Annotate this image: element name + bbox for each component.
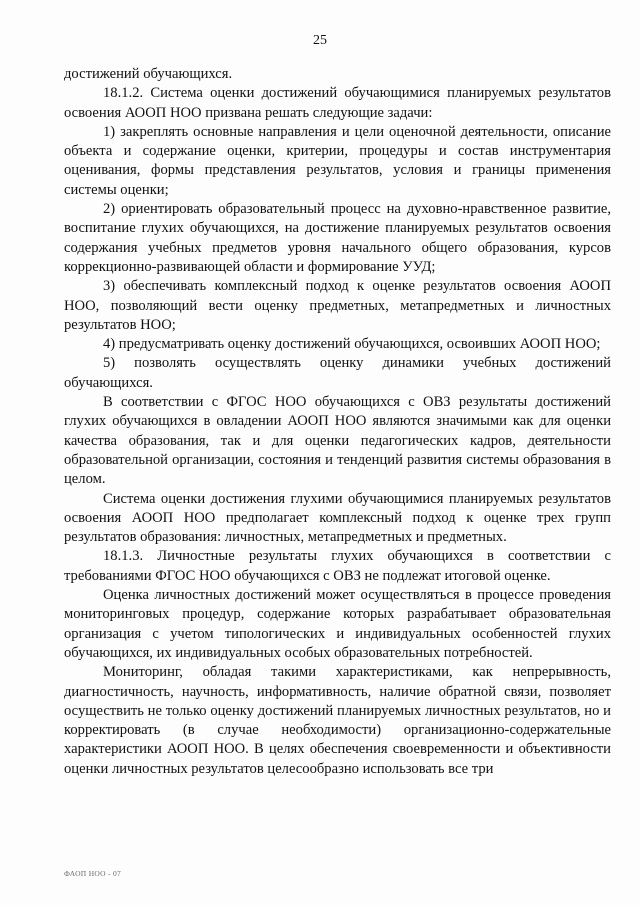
paragraph: 5) позволять осуществлять оценку динамики учебных достижений обучающихся. (64, 355, 611, 391)
paragraph: Мониторинг, обладая такими характеристиками, как непрерывность, диагностичность, научность, информативность, наличие обратной связи, позволяет осуществить не только оценку достижений планируемых личностных результатов, но и корректировать (в случае необходимости) организационно-содержательные характеристики АООП НОО. В целях обеспечения своевременности и объективности оценки личностных результатов целесообразно использовать все три (64, 664, 611, 777)
paragraph: 4) предусматривать оценку достижений обучающихся, освоивших АООП НОО; (103, 336, 601, 353)
footer-code: ФАОП НОО - 07 (64, 869, 122, 878)
paragraph: Система оценки достижения глухими обучающимися планируемых результатов освоения АООП НОО предполагает комплексный подход к оценке трех групп результатов образования: личностных, метапредметных и предметных. (64, 490, 611, 546)
paragraph: 2) ориентировать образовательный процесс на духовно-нравственное развитие, воспитание глухих обучающихся, на достижение планируемых результатов освоения содержания учебных предметов уровня начального общего образования, курсов коррекционно-развивающей области и формирование УУД; (64, 201, 611, 275)
paragraph: 18.1.2. Система оценки достижений обучающимися планируемых результатов освоения АООП НОО призвана решать следующие задачи: (64, 85, 611, 121)
paragraph: 3) обеспечивать комплексный подход к оценке результатов освоения АООП НОО, позволяющий вести оценку предметных, метапредметных и личностных результатов НОО; (64, 278, 611, 333)
paragraph: В соответствии с ФГОС НОО обучающихся с ОВЗ результаты достижений глухих обучающихся в овладении АООП НОО являются значимыми как для оценки качества образования, так и для оценки педагогических кадров, деятельности образовательной организации, состояния и тенденций развития системы образования в целом. (64, 394, 611, 488)
body-text (64, 65, 611, 779)
paragraph: достижений обучающихся. (64, 66, 233, 82)
paragraph: 18.1.3. Личностные результаты глухих обучающихся в соответствии с требованиями ФГОС НОО обучающихся с ОВЗ не подлежат итоговой оценке. (64, 548, 611, 584)
paragraph: Оценка личностных достижений может осуществляться в процессе проведения мониторинговых процедур, содержание которых разрабатывает образовательная организация с учетом типологических и индивидуальных особенностей глухих обучающихся, их индивидуальных особых образовательных потребностей. (64, 587, 611, 661)
page-number: 25 (313, 33, 327, 48)
paragraph: 1) закреплять основные направления и цели оценочной деятельности, описание объекта и содержание оценки, критерии, процедуры и состав инструментария оценивания, формы представления результатов, условия и границы применения системы оценки; (64, 123, 611, 198)
